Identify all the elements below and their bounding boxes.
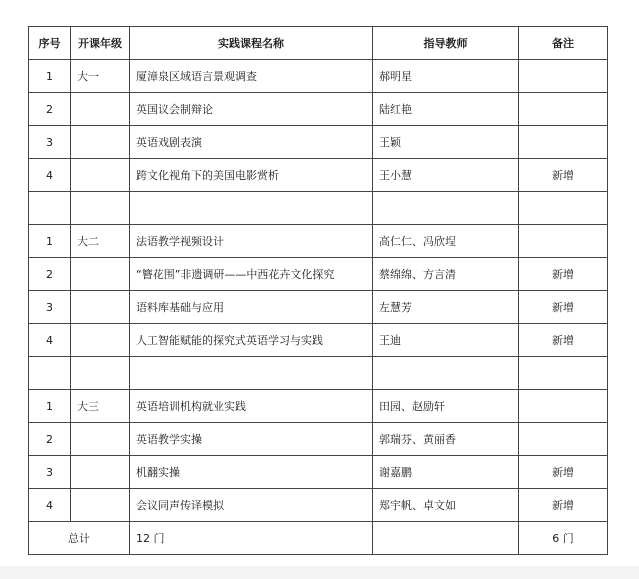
table-row	[29, 456, 608, 489]
row-course: 厦漳泉区域语言景观调查	[130, 60, 373, 93]
table-row	[29, 390, 608, 423]
row-course: 跨文化视角下的美国电影赏析	[130, 159, 373, 192]
row-index: 4	[29, 324, 71, 357]
row-grade	[71, 489, 130, 522]
row-grade	[71, 456, 130, 489]
row-note: 新增	[519, 489, 608, 522]
row-course: 法语教学视频设计	[130, 225, 373, 258]
blank-cell	[29, 357, 71, 390]
row-grade	[71, 423, 130, 456]
row-note: 新增	[519, 159, 608, 192]
row-index: 3	[29, 456, 71, 489]
row-index: 1	[29, 225, 71, 258]
row-teacher: 陆红艳	[373, 93, 519, 126]
row-course: 英语培训机构就业实践	[130, 390, 373, 423]
row-index: 2	[29, 423, 71, 456]
row-teacher: 蔡绵绵、方言清	[373, 258, 519, 291]
row-grade: 大一	[71, 60, 130, 93]
row-note	[519, 60, 608, 93]
blank-cell	[71, 357, 130, 390]
row-teacher: 王颖	[373, 126, 519, 159]
row-index: 1	[29, 390, 71, 423]
course-table	[28, 26, 608, 555]
table-row	[29, 93, 608, 126]
total-courses: 12 门	[130, 522, 373, 555]
total-row	[29, 522, 608, 555]
header-note: 备注	[519, 27, 608, 60]
header-grade: 开课年级	[71, 27, 130, 60]
blank-cell	[29, 192, 71, 225]
row-course: 英国议会制辩论	[130, 93, 373, 126]
blank-cell	[130, 192, 373, 225]
row-course: 英语戏剧表演	[130, 126, 373, 159]
row-teacher: 王小慧	[373, 159, 519, 192]
blank-cell	[519, 357, 608, 390]
header-course: 实践课程名称	[130, 27, 373, 60]
total-label: 总计	[29, 522, 130, 555]
row-note: 新增	[519, 258, 608, 291]
page-bottom-band	[0, 566, 639, 579]
row-note: 新增	[519, 456, 608, 489]
row-note	[519, 390, 608, 423]
row-teacher: 王迪	[373, 324, 519, 357]
row-grade: 大二	[71, 225, 130, 258]
header-index: 序号	[29, 27, 71, 60]
row-course: 机翻实操	[130, 456, 373, 489]
table-row	[29, 159, 608, 192]
row-teacher: 郭瑞芬、黄丽香	[373, 423, 519, 456]
row-grade	[71, 159, 130, 192]
row-index: 4	[29, 159, 71, 192]
table-row	[29, 258, 608, 291]
table-row	[29, 60, 608, 93]
row-grade	[71, 258, 130, 291]
blank-row	[29, 357, 608, 390]
row-note	[519, 225, 608, 258]
row-index: 1	[29, 60, 71, 93]
row-grade	[71, 324, 130, 357]
row-grade	[71, 93, 130, 126]
header-row	[29, 27, 608, 60]
row-index: 4	[29, 489, 71, 522]
row-grade	[71, 291, 130, 324]
table-row	[29, 291, 608, 324]
row-teacher: 高仁仁、冯欣埕	[373, 225, 519, 258]
row-course: “簪花围”非遗调研——中西花卉文化探究	[130, 258, 373, 291]
table-row	[29, 423, 608, 456]
blank-row	[29, 192, 608, 225]
blank-cell	[373, 192, 519, 225]
table-row	[29, 225, 608, 258]
row-index: 3	[29, 291, 71, 324]
row-note: 新增	[519, 324, 608, 357]
row-index: 2	[29, 93, 71, 126]
row-note	[519, 126, 608, 159]
blank-cell	[130, 357, 373, 390]
row-note	[519, 93, 608, 126]
table-row	[29, 489, 608, 522]
table-row	[29, 324, 608, 357]
row-note: 新增	[519, 291, 608, 324]
header-teacher: 指导教师	[373, 27, 519, 60]
row-index: 2	[29, 258, 71, 291]
blank-cell	[373, 357, 519, 390]
row-course: 人工智能赋能的探究式英语学习与实践	[130, 324, 373, 357]
row-teacher: 郝明星	[373, 60, 519, 93]
total-note: 6 门	[519, 522, 608, 555]
row-course: 英语教学实操	[130, 423, 373, 456]
row-teacher: 左慧芳	[373, 291, 519, 324]
row-teacher: 郑宇帆、卓文如	[373, 489, 519, 522]
row-index: 3	[29, 126, 71, 159]
row-note	[519, 423, 608, 456]
row-teacher: 谢嘉鹏	[373, 456, 519, 489]
total-teacher-blank	[373, 522, 519, 555]
row-grade	[71, 126, 130, 159]
table-row	[29, 126, 608, 159]
row-teacher: 田园、赵励轩	[373, 390, 519, 423]
row-course: 语料库基础与应用	[130, 291, 373, 324]
blank-cell	[71, 192, 130, 225]
row-grade: 大三	[71, 390, 130, 423]
row-course: 会议同声传译模拟	[130, 489, 373, 522]
blank-cell	[519, 192, 608, 225]
